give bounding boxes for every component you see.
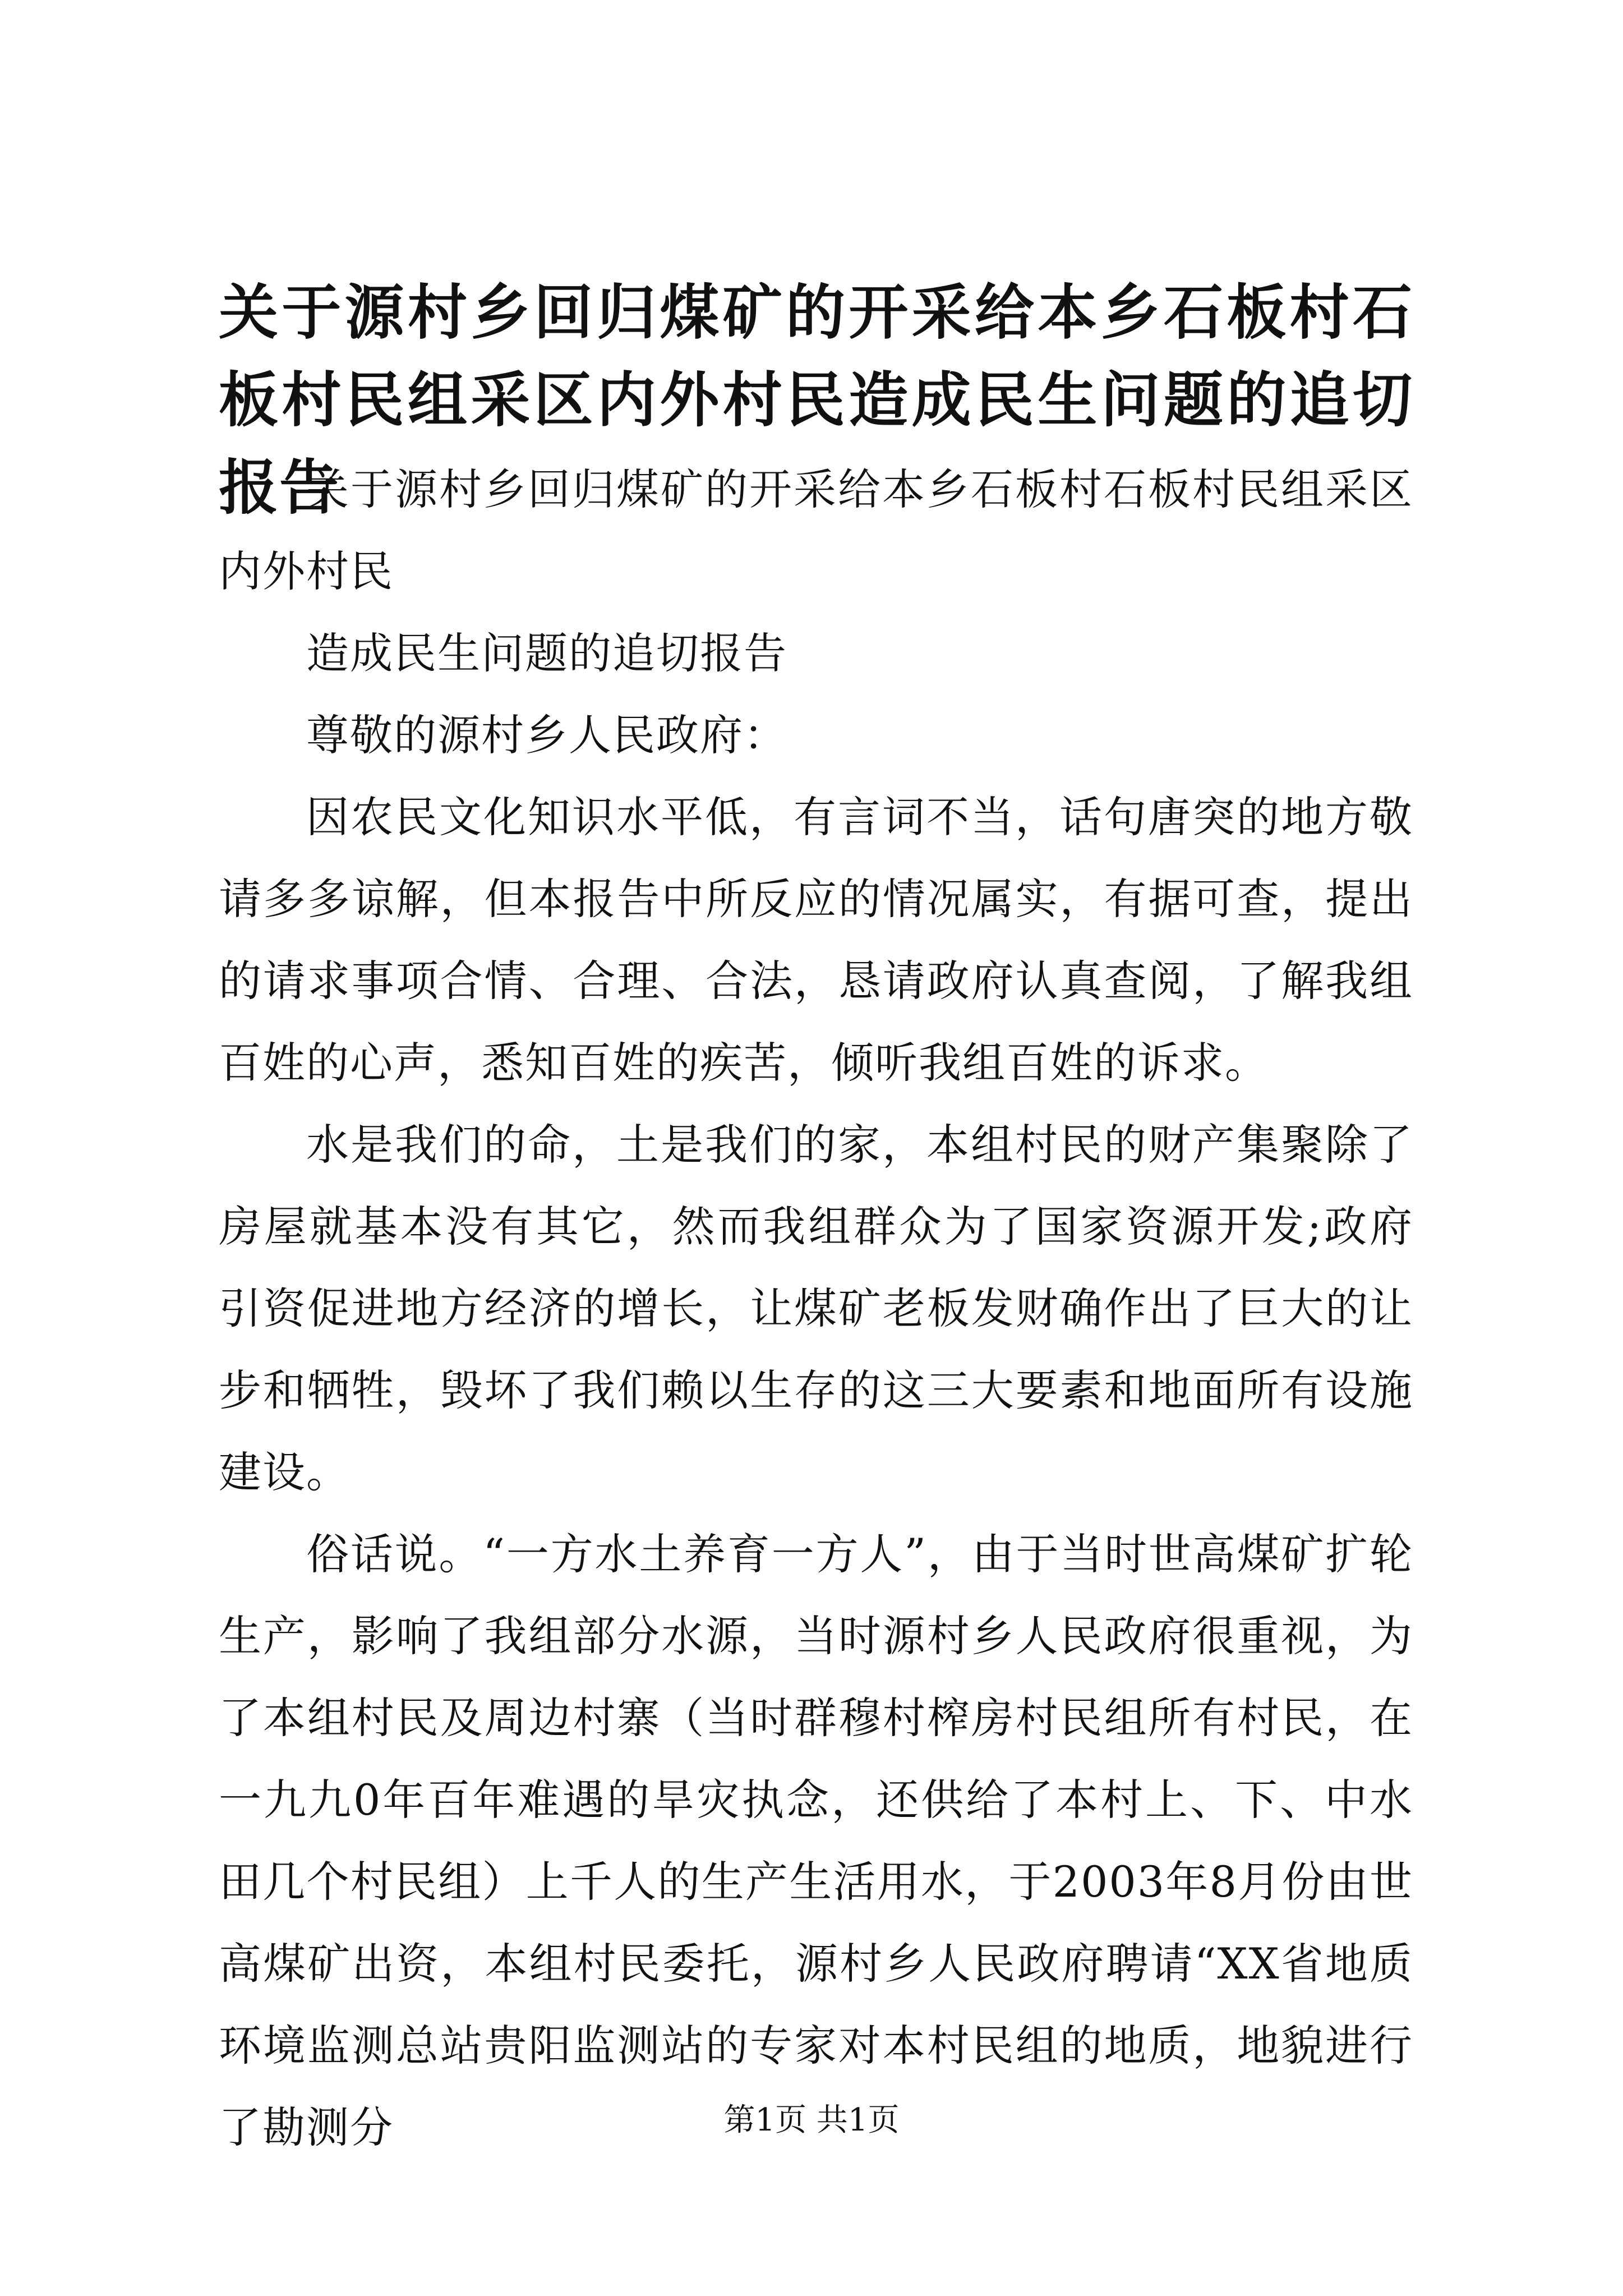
body-paragraph-subtitle-line-2: 造成民生问题的追切报告 (306, 628, 787, 678)
salutation: 尊敬的源村乡人民政府： (306, 710, 787, 760)
document-body (219, 449, 1413, 2169)
body-paragraph: 因农民文化知识水平低，有言词不当，话句唐突的地方敬请多多谅解，但本报告中所反应的情况属实，有据可查，提出的请求事项合情、合理、合法，恳请政府认真查阅，了解我组百姓的心声，悉知百姓的疾苦，倾听我组百姓的诉求。 (219, 792, 1413, 1088)
body-paragraph: 水是我们的命，土是我们的家，本组村民的财产集聚除了房屋就基本没有其它，然而我组群众为了国家资源开发;政府引资促进地方经济的增长，让煤矿老板发财确作出了巨大的让步和牺牲，毁坏了我们赖以生存的这三大要素和地面所有设施建设。 (219, 1120, 1413, 1497)
page-number-footer: 第1页 共1页 (723, 2102, 900, 2138)
body-paragraph-subtitle-line-1: 关于源村乡回归煤矿的开采给本乡石板村石板村民组采区内外村民 (219, 464, 1413, 596)
body-paragraph: 俗话说。“一方水土养育一方人”，由于当时世高煤矿扩轮生产，影响了我组部分水源，当时源村乡人民政府很重视，为了本组村民及周边村寨（当时群穆村榨房村民组所有村民，在一九九0年百年难遇的旱灾执念，还供给了本村上、下、中水田几个村民组）上千人的生产生活用水，于2003年8月份由世高煤矿出资，本组村民委托，源村乡人民政府聘请“XX省地质环境监测总站贵阳监测站的专家对本村民组的地质，地貌进行了勘测分 (219, 1529, 1413, 2152)
document-title: 关于源村乡回归煤矿的开采给本乡石板村石板村民组采区内外村民造成民生问题的追切报告 (219, 278, 1413, 522)
